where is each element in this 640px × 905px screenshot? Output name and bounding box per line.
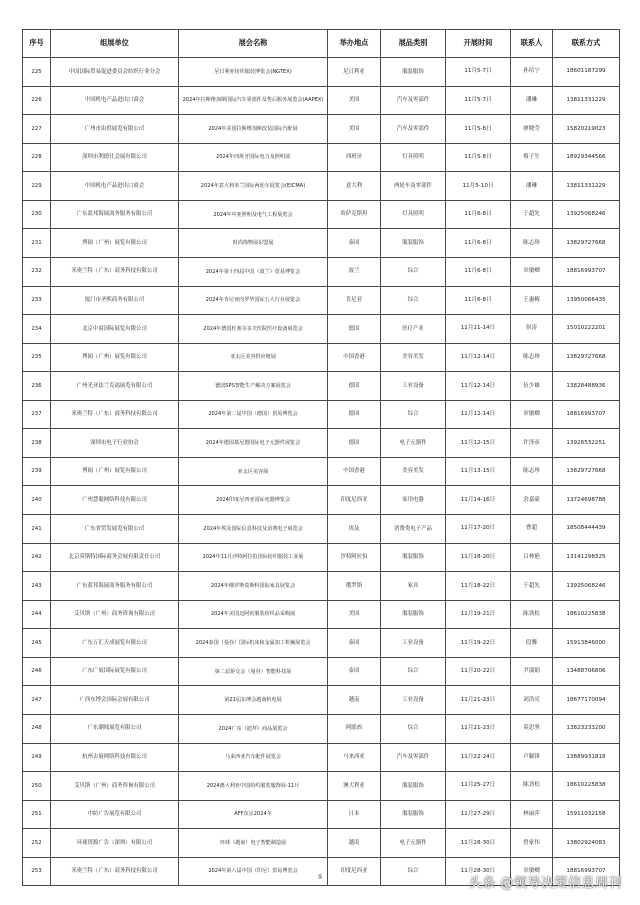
cell-category: 灯具照明 <box>381 200 446 229</box>
cell-location: 德国 <box>328 372 381 401</box>
col-header-contact: 联系人 <box>511 30 553 58</box>
cell-organizer: 艾贝斯（广州）商务咨询有限公司 <box>51 600 179 629</box>
cell-contact-person: 廖晓莹 <box>511 115 553 144</box>
cell-category: 汽车及零部件 <box>381 115 446 144</box>
cell-organizer: 米奥兰特（广东）商务科技有限公司 <box>51 857 179 886</box>
cell-date: 11月18-20日 <box>446 543 511 572</box>
page-number: 9 <box>318 874 322 881</box>
cell-date: 11月12-15日 <box>446 429 511 458</box>
exhibition-table <box>22 29 620 886</box>
cell-date: 11月5-10日 <box>446 172 511 201</box>
cell-phone: 18929344566 <box>553 143 620 172</box>
table-row <box>23 543 620 572</box>
cell-index: 228 <box>23 143 51 172</box>
cell-organizer: 广西东博会国际会展有限公司 <box>51 686 179 715</box>
cell-contact-person: 于超先 <box>511 572 553 601</box>
cell-date: 11月28-30日 <box>446 857 511 886</box>
cell-location: 泰国 <box>328 657 381 686</box>
cell-contact-person: 陈劲松 <box>511 772 553 801</box>
cell-category: 工业设备 <box>381 686 446 715</box>
cell-date: 11月6-8日 <box>446 286 511 315</box>
cell-location: 沙特阿拉伯 <box>328 543 381 572</box>
cell-category: 灯具照明 <box>381 143 446 172</box>
cell-organizer: 深圳市电子行业协会 <box>51 429 179 458</box>
cell-date: 11月21-23日 <box>446 686 511 715</box>
cell-location: 波兰 <box>328 257 381 286</box>
cell-index: 232 <box>23 257 51 286</box>
cell-exhibition-name: 2024印度尼西亚国际电器博览会 <box>179 486 328 515</box>
cell-phone: 13926532251 <box>553 429 620 458</box>
table-row <box>23 229 620 258</box>
cell-phone: 13829727668 <box>553 229 620 258</box>
cell-phone: 15820219023 <box>553 115 620 144</box>
cell-organizer: 中纺广告展览有限公司 <box>51 800 179 829</box>
cell-phone: 13811331229 <box>553 86 620 115</box>
cell-organizer: 广州市由供展览有限公司 <box>51 115 179 144</box>
cell-exhibition-name: 2024年德国慕尼黑国际电子元器件展览会 <box>179 429 328 458</box>
cell-index: 242 <box>23 543 51 572</box>
cell-location: 中国香港 <box>328 457 381 486</box>
cell-exhibition-name: 亚太区美容供应链展 <box>179 343 328 372</box>
cell-category: 综合 <box>381 657 446 686</box>
cell-organizer: 中国机电产品进出口商会 <box>51 86 179 115</box>
table-row <box>23 429 620 458</box>
cell-organizer: 北京中商国际展览有限公司 <box>51 315 179 344</box>
cell-exhibition-name: AFF东京2024冬 <box>179 800 328 829</box>
cell-index: 244 <box>23 600 51 629</box>
table-row <box>23 115 620 144</box>
table-row <box>23 286 620 315</box>
cell-organizer: 广东广展国际展览有限公司 <box>51 657 179 686</box>
cell-category: 综合 <box>381 857 446 886</box>
cell-location: 埃及 <box>328 515 381 544</box>
cell-index: 235 <box>23 343 51 372</box>
cell-phone: 15010222201 <box>553 315 620 344</box>
cell-location: 越南 <box>328 686 381 715</box>
cell-date: 11月5-8日 <box>446 115 511 144</box>
cell-category: 服装服饰 <box>381 772 446 801</box>
cell-date: 11月12-14日 <box>446 372 511 401</box>
table-row <box>23 600 620 629</box>
cell-organizer: 米奥兰特（广东）商务科技有限公司 <box>51 257 179 286</box>
table-row <box>23 172 620 201</box>
cell-location: 阿联酋 <box>328 714 381 743</box>
cell-index: 237 <box>23 400 51 429</box>
cell-contact-person: 刘浩亮 <box>511 686 553 715</box>
cell-location: 马来西亚 <box>328 743 381 772</box>
table-body <box>23 58 620 886</box>
cell-location: 印度尼西亚 <box>328 486 381 515</box>
cell-category: 家用电器 <box>381 486 446 515</box>
col-header-exhibition: 展会名称 <box>179 30 328 58</box>
cell-date: 11月18-22日 <box>446 572 511 601</box>
cell-index: 245 <box>23 629 51 658</box>
cell-organizer: 中国机电产品进出口商会 <box>51 172 179 201</box>
cell-contact-person: 莫思坚 <box>511 714 553 743</box>
cell-location: 美国 <box>328 115 381 144</box>
cell-category: 医疗产业 <box>381 315 446 344</box>
cell-phone: 13141298325 <box>553 543 620 572</box>
table-row <box>23 515 620 544</box>
cell-phone: 18508444439 <box>553 515 620 544</box>
cell-exhibition-name: 第二届侨交会（曼谷）智能科技展 <box>179 657 328 686</box>
table-row <box>23 58 620 87</box>
table-row <box>23 400 620 429</box>
cell-location: 泰国 <box>328 629 381 658</box>
cell-organizer: 广东万汇天成展览有限公司 <box>51 629 179 658</box>
cell-exhibition-name: 2024年11月沙特阿拉伯国际纺织服装工业展 <box>179 543 328 572</box>
table-row <box>23 657 620 686</box>
col-header-index: 序号 <box>23 30 51 58</box>
table-row <box>23 743 620 772</box>
cell-date: 11月6-8日 <box>446 229 511 258</box>
cell-date: 11月21-23日 <box>446 714 511 743</box>
cell-contact-person: 潘琳 <box>511 172 553 201</box>
cell-phone: 18816993707 <box>553 400 620 429</box>
cell-contact-person: 曾家伟 <box>511 829 553 858</box>
cell-exhibition-name: 2024年肯尼亚内罗毕国际五大行业展览会 <box>179 286 328 315</box>
table-row <box>23 86 620 115</box>
cell-organizer: 博闻（广州）展览有限公司 <box>51 229 179 258</box>
cell-contact-person: 潘琳 <box>511 86 553 115</box>
table-row <box>23 343 620 372</box>
cell-phone: 13724698788 <box>553 486 620 515</box>
col-header-phone: 联系方式 <box>553 30 620 58</box>
cell-date: 11月6-8日 <box>446 200 511 229</box>
cell-category: 服装服饰 <box>381 543 446 572</box>
cell-contact-person: 段馨 <box>511 629 553 658</box>
cell-exhibition-name: 第21届东博会越南机电展 <box>179 686 328 715</box>
cell-organizer: 艾贝斯（广州）商务咨询有限公司 <box>51 772 179 801</box>
cell-category: 工业设备 <box>381 629 446 658</box>
cell-contact-person: 于超先 <box>511 200 553 229</box>
cell-index: 226 <box>23 86 51 115</box>
cell-contact-person: 陈志珍 <box>511 457 553 486</box>
cell-index: 252 <box>23 829 51 858</box>
cell-exhibition-name: 尼日利亚纺织服装博览会(NGTEX) <box>179 58 328 87</box>
cell-date: 11月13-15日 <box>446 457 511 486</box>
table-row <box>23 372 620 401</box>
cell-location: 德国 <box>328 315 381 344</box>
cell-index: 250 <box>23 772 51 801</box>
cell-phone: 18816993707 <box>553 257 620 286</box>
cell-phone: 15911032158 <box>553 800 620 829</box>
cell-exhibition-name: 亚太区美容展 <box>179 457 328 486</box>
cell-contact-person: 吕林艳 <box>511 543 553 572</box>
cell-location: 德国 <box>328 429 381 458</box>
cell-location: 中国香港 <box>328 343 381 372</box>
table-row <box>23 686 620 715</box>
cell-exhibition-name: 2024年拉斯维加斯国际汽车零部件及售后服务展览会(AAPEX) <box>179 86 328 115</box>
cell-date: 11月5-8日 <box>446 143 511 172</box>
cell-category: 汽车及零部件 <box>381 86 446 115</box>
cell-date: 11月5-7日 <box>446 86 511 115</box>
cell-category: 美容美发 <box>381 457 446 486</box>
cell-location: 美国 <box>328 86 381 115</box>
cell-date: 11月19-22日 <box>446 629 511 658</box>
col-header-category: 展品类别 <box>381 30 446 58</box>
cell-exhibition-name: 2024年俄罗斯莫斯科国际家具展览会 <box>179 572 328 601</box>
cell-phone: 15913846000 <box>553 629 620 658</box>
cell-contact-person: 章敏卿 <box>511 857 553 886</box>
cell-phone: 13925068246 <box>553 200 620 229</box>
cell-exhibition-name: 2024年美国拉斯维加斯改装国际汽配展 <box>179 115 328 144</box>
cell-organizer: 深圳市利德仕会展有限公司 <box>51 143 179 172</box>
cell-location: 日本 <box>328 800 381 829</box>
cell-exhibition-name: 时尚饰物展东盟展 <box>179 229 328 258</box>
table-row <box>23 829 620 858</box>
cell-contact-person: 陈劲松 <box>511 600 553 629</box>
cell-exhibition-name: 德国SPS智能生产解决方案展览会 <box>179 372 328 401</box>
cell-index: 236 <box>23 372 51 401</box>
cell-category: 综合 <box>381 286 446 315</box>
table-row <box>23 457 620 486</box>
cell-location: 俄罗斯 <box>328 572 381 601</box>
cell-contact-person: 伍少雄 <box>511 372 553 401</box>
cell-phone: 18610225838 <box>553 772 620 801</box>
cell-contact-person: 章敏卿 <box>511 400 553 429</box>
cell-phone: 18601187299 <box>553 58 620 87</box>
cell-location: 美国 <box>328 600 381 629</box>
cell-date: 11月25-27日 <box>446 772 511 801</box>
cell-index: 239 <box>23 457 51 486</box>
cell-contact-person: 章敏卿 <box>511 257 553 286</box>
cell-organizer: 广东潮域展览有限公司 <box>51 714 179 743</box>
cell-exhibition-name: 马来西亚汽车配件展览会 <box>179 743 328 772</box>
cell-phone: 13811331229 <box>553 172 620 201</box>
cell-contact-person: 林丽萍 <box>511 800 553 829</box>
cell-index: 246 <box>23 657 51 686</box>
cell-organizer: 广东蓝邦海展商务服务有限公司 <box>51 200 179 229</box>
cell-phone: 13829727668 <box>553 343 620 372</box>
cell-category: 服装服饰 <box>381 800 446 829</box>
cell-organizer: 厦门市圣熙商务有限公司 <box>51 286 179 315</box>
col-header-organizer: 组展单位 <box>51 30 179 58</box>
cell-index: 253 <box>23 857 51 886</box>
cell-organizer: 广州光亚法兰克福展览有限公司 <box>51 372 179 401</box>
cell-index: 241 <box>23 515 51 544</box>
cell-exhibition-name: 2024年美国迈阿密服装纺织品采购展 <box>179 600 328 629</box>
cell-category: 服装服饰 <box>381 58 446 87</box>
cell-location: 印度尼西亚 <box>328 857 381 886</box>
cell-index: 230 <box>23 200 51 229</box>
table-row <box>23 257 620 286</box>
cell-category: 综合 <box>381 257 446 286</box>
cell-contact-person: 陈志珍 <box>511 343 553 372</box>
cell-contact-person: 孙培宁 <box>511 58 553 87</box>
cell-contact-person: 王惠梅 <box>511 286 553 315</box>
cell-category: 电子元器件 <box>381 829 446 858</box>
cell-category: 两轮车及零部件 <box>381 172 446 201</box>
cell-index: 234 <box>23 315 51 344</box>
cell-organizer: 北京莫斯特国际商务会展有限责任公司 <box>51 543 179 572</box>
cell-phone: 13950066435 <box>553 286 620 315</box>
cell-phone: 18816993707 <box>553 857 620 886</box>
cell-exhibition-name: 2024年第十四届中国（波兰）贸易博览会 <box>179 257 328 286</box>
cell-contact-person: 余嘉豪 <box>511 486 553 515</box>
cell-phone: 13889931818 <box>553 743 620 772</box>
watermark: 头条 @领导决策信息周刊 <box>468 876 622 891</box>
cell-index: 233 <box>23 286 51 315</box>
cell-index: 238 <box>23 429 51 458</box>
cell-organizer: 环球资源广告（深圳）有限公司 <box>51 829 179 858</box>
cell-organizer: 广东省贸发展览有限公司 <box>51 515 179 544</box>
cell-organizer: 杭州去展网络科技有限公司 <box>51 743 179 772</box>
table-header-row <box>23 30 620 58</box>
cell-date: 11月27-29日 <box>446 800 511 829</box>
cell-phone: 18677170094 <box>553 686 620 715</box>
cell-index: 243 <box>23 572 51 601</box>
cell-exhibition-name: 2024年德国杜塞尔多夫医院医疗设备展览会 <box>179 315 328 344</box>
table-row <box>23 772 620 801</box>
cell-category: 综合 <box>381 714 446 743</box>
cell-exhibition-name: 2024澳大利亚中国纺织服装服饰展-11月 <box>179 772 328 801</box>
col-header-location: 举办地点 <box>328 30 381 58</box>
cell-index: 227 <box>23 115 51 144</box>
cell-exhibition-name: 2024泰国（曼谷）国际机床和金属加工机械展览会 <box>179 629 328 658</box>
cell-phone: 13829727668 <box>553 457 620 486</box>
cell-exhibition-name: 环球（越南）电子智能制造展 <box>179 829 328 858</box>
cell-location: 泰国 <box>328 229 381 258</box>
cell-location: 德国 <box>328 400 381 429</box>
cell-date: 11月28-30日 <box>446 829 511 858</box>
cell-category: 消费类电子产品 <box>381 515 446 544</box>
cell-date: 11月22-24日 <box>446 743 511 772</box>
cell-date: 11月17-20日 <box>446 515 511 544</box>
col-header-date: 开展时间 <box>446 30 511 58</box>
cell-contact-person: 许泽彦 <box>511 429 553 458</box>
cell-contact-person: 陈志珍 <box>511 229 553 258</box>
cell-location: 澳大利亚 <box>328 772 381 801</box>
cell-phone: 13925068246 <box>553 572 620 601</box>
cell-category: 服装服饰 <box>381 229 446 258</box>
cell-contact-person: 卢颖锋 <box>511 743 553 772</box>
cell-date: 11月5-7日 <box>446 58 511 87</box>
cell-location: 西班牙 <box>328 143 381 172</box>
table-row <box>23 800 620 829</box>
cell-organizer: 广东蓝邦海展商务服务有限公司 <box>51 572 179 601</box>
cell-category: 家具 <box>381 572 446 601</box>
cell-phone: 13802924083 <box>553 829 620 858</box>
cell-exhibition-name: 2024年第二届中国（德国）贸易博览会 <box>179 400 328 429</box>
cell-exhibition-name: 2024年中亚照明及电气工程展览会 <box>179 200 328 229</box>
cell-date: 11月14-16日 <box>446 486 511 515</box>
cell-location: 越南 <box>328 829 381 858</box>
cell-contact-person: 侯涛 <box>511 315 553 344</box>
cell-contact-person: 蔡子生 <box>511 143 553 172</box>
cell-date: 11月12-14日 <box>446 400 511 429</box>
cell-phone: 13828488936 <box>553 372 620 401</box>
cell-location: 意大利 <box>328 172 381 201</box>
cell-exhibition-name: 2024年第八届中国（印尼）贸易博览会 <box>179 857 328 886</box>
table-row <box>23 572 620 601</box>
cell-date: 11月19-21日 <box>446 600 511 629</box>
cell-date: 11月11-14日 <box>446 315 511 344</box>
cell-phone: 13823233200 <box>553 714 620 743</box>
cell-organizer: 中国国际贸易促进委员会纺织行业分会 <box>51 58 179 87</box>
cell-organizer: 博闻（广州）展览有限公司 <box>51 343 179 372</box>
cell-contact-person: 曹超 <box>511 515 553 544</box>
table-row <box>23 200 620 229</box>
cell-index: 229 <box>23 172 51 201</box>
table-row <box>23 315 620 344</box>
cell-date: 11月20-22日 <box>446 657 511 686</box>
cell-category: 汽车及零部件 <box>381 743 446 772</box>
cell-phone: 13488706806 <box>553 657 620 686</box>
cell-exhibition-name: 2024年意大利米兰国际两轮车展览会(EICMA) <box>179 172 328 201</box>
cell-index: 231 <box>23 229 51 258</box>
cell-category: 美容美发 <box>381 343 446 372</box>
cell-date: 11月6-8日 <box>446 257 511 286</box>
cell-location: 哈萨克斯坦 <box>328 200 381 229</box>
cell-exhibition-name: 2024年西班牙国际电力及照明展 <box>179 143 328 172</box>
cell-organizer: 米奥兰特（广东）商务科技有限公司 <box>51 400 179 429</box>
cell-exhibition-name: 2024广东（迪拜）商品展览会 <box>179 714 328 743</box>
cell-index: 249 <box>23 743 51 772</box>
cell-category: 电子元器件 <box>381 429 446 458</box>
cell-index: 248 <box>23 714 51 743</box>
cell-index: 251 <box>23 800 51 829</box>
cell-category: 服装服饰 <box>381 600 446 629</box>
table-row <box>23 486 620 515</box>
table-row <box>23 629 620 658</box>
table-row <box>23 714 620 743</box>
cell-category: 综合 <box>381 400 446 429</box>
cell-location: 尼日利亚 <box>328 58 381 87</box>
cell-date: 11月12-14日 <box>446 343 511 372</box>
cell-index: 225 <box>23 58 51 87</box>
cell-index: 247 <box>23 686 51 715</box>
cell-organizer: 博闻（广州）展览有限公司 <box>51 457 179 486</box>
table-row <box>23 143 620 172</box>
cell-exhibition-name: 2024年埃及国际信息科技及消费电子展览会 <box>179 515 328 544</box>
cell-location: 肯尼亚 <box>328 286 381 315</box>
cell-index: 240 <box>23 486 51 515</box>
cell-contact-person: 尹淑娟 <box>511 657 553 686</box>
cell-organizer: 广州慧聪网络科技有限公司 <box>51 486 179 515</box>
cell-category: 工业设备 <box>381 372 446 401</box>
cell-phone: 18610225838 <box>553 600 620 629</box>
